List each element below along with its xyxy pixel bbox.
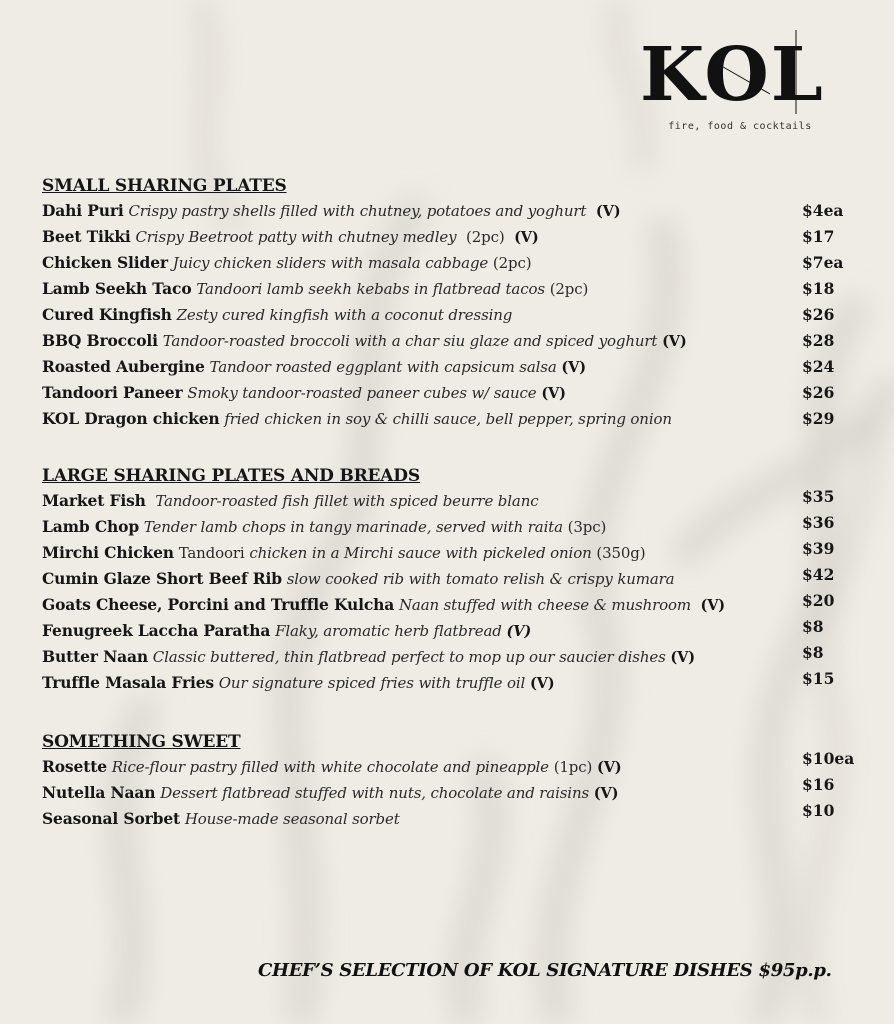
dish-name: Butter Naan xyxy=(42,647,148,666)
veg-badge: (V) xyxy=(561,359,586,376)
menu-item xyxy=(42,644,862,670)
dish-name: BBQ Broccoli xyxy=(42,331,158,350)
dish-name: Chicken Slider xyxy=(42,253,168,272)
dish-price: $42 xyxy=(802,565,835,584)
dish-name: Tandoori Paneer xyxy=(42,383,183,402)
chef-selection-banner: CHEF’S SELECTION OF KOL SIGNATURE DISHES $95p.p. xyxy=(258,960,832,981)
dish-name: Market Fish xyxy=(42,491,146,510)
dish-desc: Crispy pastry shells filled with chutney, potatoes and yoghurt xyxy=(128,202,587,220)
dish-qty: (2pc) xyxy=(466,228,505,246)
dish-desc: Our signature spiced fries with truffle oil xyxy=(218,674,526,692)
dish-desc: Crispy Beetroot patty with chutney medley xyxy=(135,228,457,246)
dish-desc: Tender lamb chops in tangy marinade, served with raita xyxy=(143,518,563,536)
dish-price: $39 xyxy=(802,539,835,558)
dish-desc: Tandoor roasted eggplant with capsicum salsa xyxy=(209,358,557,376)
dish-desc: Zesty cured kingfish with a coconut dressing xyxy=(176,306,513,324)
dish-desc: Tandoor-roasted broccoli with a char siu glaze and spiced yoghurt xyxy=(162,332,658,350)
dish-name: Truffle Masala Fries xyxy=(42,673,214,692)
menu-item xyxy=(42,276,862,302)
veg-badge: (V) xyxy=(662,333,687,350)
menu-item xyxy=(42,540,862,566)
dish-name: KOL Dragon chicken xyxy=(42,409,220,428)
menu-item xyxy=(42,250,862,276)
veg-badge: (V) xyxy=(541,385,566,402)
dish-desc: Rice-flour pastry filled with white chocolate and pineapple xyxy=(111,758,549,776)
dish-name: Nutella Naan xyxy=(42,783,156,802)
tagline: fire, food & cocktails xyxy=(668,121,812,132)
dish-price: $7ea xyxy=(802,253,844,272)
dish-qty: (3pc) xyxy=(567,518,607,536)
dish-desc: Naan stuffed with cheese & mushroom xyxy=(398,596,691,614)
dish-desc: fried chicken in soy & chilli sauce, bell pepper, spring onion xyxy=(224,410,672,428)
dish-price: $10 xyxy=(802,801,835,820)
menu-item xyxy=(42,328,862,354)
menu-item xyxy=(42,224,862,250)
section-title: SOMETHING SWEET xyxy=(42,732,241,752)
veg-badge: (V) xyxy=(593,785,619,802)
section-sweet xyxy=(42,730,862,832)
veg-badge: (V) xyxy=(506,623,532,640)
dish-name: Goats Cheese, Porcini and Truffle Kulcha xyxy=(42,595,395,614)
dish-desc: Flaky, aromatic herb flatbread xyxy=(275,622,502,640)
dish-desc: slow cooked rib with tomato relish & crispy kumara xyxy=(286,570,675,588)
dish-desc: Dessert flatbread stuffed with nuts, chocolate and raisins xyxy=(160,784,590,802)
logo-wordmark: KOL xyxy=(640,32,825,118)
menu-item xyxy=(42,780,862,806)
dish-price: $26 xyxy=(802,383,835,402)
veg-badge: (V) xyxy=(595,203,621,220)
dish-price: $4ea xyxy=(802,201,844,220)
dish-name: Dahi Puri xyxy=(42,201,124,220)
dish-price: $20 xyxy=(802,591,835,610)
menu-item xyxy=(42,302,862,328)
dish-name: Roasted Aubergine xyxy=(42,357,205,376)
dish-desc: House-made seasonal sorbet xyxy=(184,810,400,828)
dish-desc-plain: Tandoori xyxy=(178,544,245,562)
veg-badge: (V) xyxy=(670,649,695,666)
menu-item xyxy=(42,354,862,380)
dish-desc: Tandoori lamb seekh kebabs in flatbread tacos xyxy=(196,280,545,298)
dish-name: Lamb Chop xyxy=(42,517,140,536)
dish-name: Mirchi Chicken xyxy=(42,543,174,562)
dish-name: Fenugreek Laccha Paratha xyxy=(42,621,271,640)
menu-item xyxy=(42,592,862,618)
dish-price: $8 xyxy=(802,617,824,636)
section-title: LARGE SHARING PLATES AND BREADS xyxy=(42,466,420,486)
dish-price: $26 xyxy=(802,305,835,324)
dish-price: $29 xyxy=(802,409,835,428)
section-large-plates xyxy=(42,464,862,696)
menu-item xyxy=(42,754,862,780)
menu-item xyxy=(42,198,862,224)
sweet-price-column xyxy=(802,746,854,824)
dish-price: $17 xyxy=(802,227,835,246)
dish-price: $10ea xyxy=(802,749,855,768)
menu-item xyxy=(42,488,862,514)
dish-price: $18 xyxy=(802,279,835,298)
veg-badge: (V) xyxy=(529,675,555,692)
dish-price: $24 xyxy=(802,357,835,376)
dish-desc: Smoky tandoor-roasted paneer cubes w/ sauce xyxy=(187,384,537,402)
dish-desc: Juicy chicken sliders with masala cabbage xyxy=(172,254,489,272)
dish-price: $36 xyxy=(802,513,835,532)
dish-name: Beet Tikki xyxy=(42,227,131,246)
menu-item xyxy=(42,514,862,540)
dish-name: Cumin Glaze Short Beef Rib xyxy=(42,569,282,588)
veg-badge: (V) xyxy=(700,597,726,614)
brand-logo xyxy=(620,20,860,140)
dish-price: $16 xyxy=(802,775,835,794)
dish-qty: (1pc) xyxy=(553,758,593,776)
dish-price: $8 xyxy=(802,643,824,662)
menu-item xyxy=(42,566,862,592)
dish-price: $15 xyxy=(802,669,835,688)
menu-item xyxy=(42,806,862,832)
dish-name: Rosette xyxy=(42,757,107,776)
dish-price: $35 xyxy=(802,487,835,506)
dish-desc: chicken in a Mirchi sauce with pickeled onion xyxy=(249,544,592,562)
dish-qty: (350g) xyxy=(596,544,646,562)
dish-name: Lamb Seekh Taco xyxy=(42,279,192,298)
dish-desc: Tandoor-roasted fish fillet with spiced beurre blanc xyxy=(155,492,539,510)
menu-item xyxy=(42,670,862,696)
veg-badge: (V) xyxy=(514,229,539,246)
section-small-plates xyxy=(42,174,862,432)
dish-price: $28 xyxy=(802,331,835,350)
dish-desc: Classic buttered, thin flatbread perfect to mop up our saucier dishes xyxy=(152,648,666,666)
section-title: SMALL SHARING PLATES xyxy=(42,176,287,196)
dish-qty: (2pc) xyxy=(492,254,532,272)
menu-item xyxy=(42,406,862,432)
menu-item xyxy=(42,380,862,406)
veg-badge: (V) xyxy=(597,759,622,776)
dish-name: Cured Kingfish xyxy=(42,305,172,324)
menu-item xyxy=(42,618,862,644)
dish-name: Seasonal Sorbet xyxy=(42,809,181,828)
dish-qty: (2pc) xyxy=(549,280,589,298)
